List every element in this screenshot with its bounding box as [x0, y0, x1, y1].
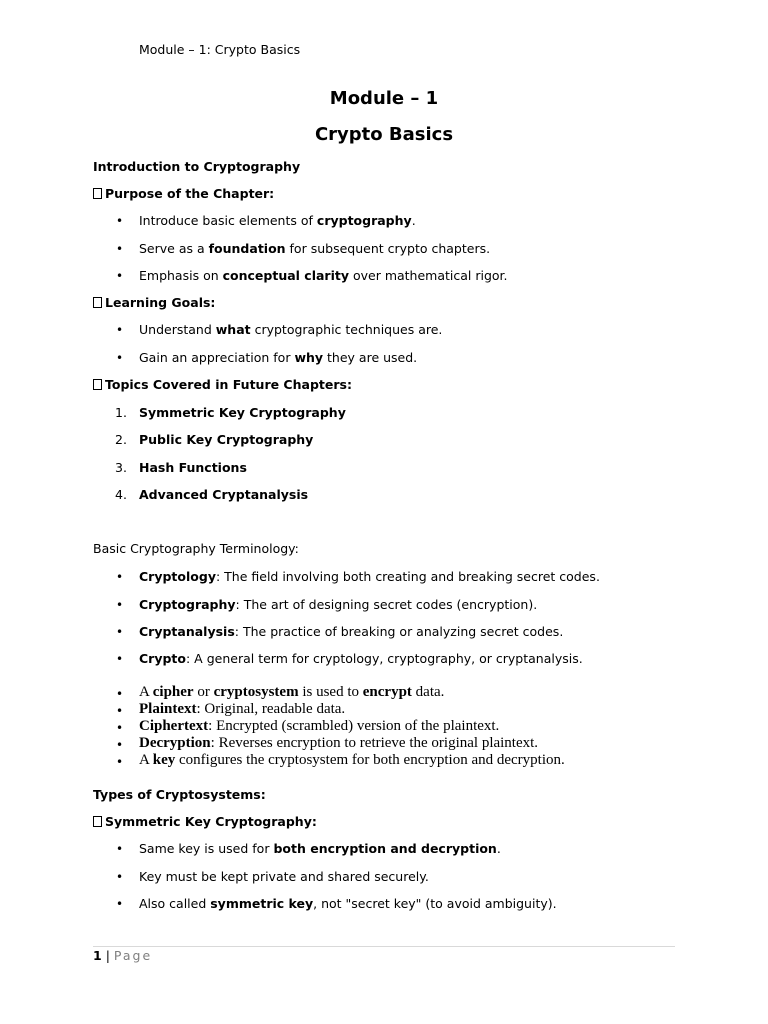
list-item: Also called symmetric key, not "secret key" (to avoid ambiguity).	[139, 896, 557, 911]
bullet-icon: •	[116, 721, 124, 735]
serif-list-item: A cipher or cryptosystem is used to encrypt data.	[139, 684, 445, 700]
term-item: Cryptography: The art of designing secret codes (encryption).	[139, 597, 538, 612]
goals-heading	[93, 295, 215, 310]
bullet-icon: •	[116, 687, 124, 701]
list-item: Serve as a foundation for subsequent crypto chapters.	[139, 241, 491, 256]
list-item: Same key is used for both encryption and decryption.	[139, 841, 501, 856]
list-item: Emphasis on conceptual clarity over mathematical rigor.	[139, 268, 508, 283]
bullet-icon: •	[116, 755, 124, 769]
page-label: Page	[113, 948, 153, 963]
bullet-icon: •	[116, 214, 124, 228]
purpose-heading-text: Purpose of the Chapter:	[105, 186, 275, 201]
bullet-icon: •	[116, 704, 124, 718]
bullet-icon: •	[116, 570, 124, 584]
symmetric-heading	[93, 814, 317, 829]
list-number: 2.	[115, 432, 127, 447]
topics-heading	[93, 377, 352, 392]
missing-glyph-icon	[93, 297, 102, 308]
serif-list-item: Ciphertext: Encrypted (scrambled) version of the plaintext.	[139, 718, 500, 734]
section-heading-intro: Introduction to Cryptography	[93, 159, 301, 174]
bullet-icon: •	[116, 870, 124, 884]
list-number: 4.	[115, 487, 127, 502]
list-item: Key must be kept private and shared securely.	[139, 869, 429, 884]
list-item: Understand what cryptographic techniques are.	[139, 322, 443, 337]
section-heading-terminology: Basic Cryptography Terminology:	[93, 541, 299, 556]
bullet-icon: •	[116, 897, 124, 911]
section-heading-types: Types of Cryptosystems:	[93, 787, 266, 802]
bullet-icon: •	[116, 269, 124, 283]
missing-glyph-icon	[93, 188, 102, 199]
bullet-icon: •	[116, 842, 124, 856]
page-footer	[93, 948, 152, 963]
numbered-item: Public Key Cryptography	[139, 432, 314, 447]
serif-list-item: Plaintext: Original, readable data.	[139, 701, 346, 717]
footer-divider	[93, 946, 675, 947]
running-header: Module – 1: Crypto Basics	[139, 42, 301, 57]
serif-list-item: A key configures the cryptosystem for both encryption and decryption.	[139, 752, 565, 768]
bullet-icon: •	[116, 242, 124, 256]
symmetric-heading-text: Symmetric Key Cryptography:	[105, 814, 317, 829]
list-number: 3.	[115, 460, 127, 475]
numbered-item: Symmetric Key Cryptography	[139, 405, 346, 420]
list-item: Gain an appreciation for why they are used.	[139, 350, 418, 365]
numbered-item: Advanced Cryptanalysis	[139, 487, 309, 502]
topics-heading-text: Topics Covered in Future Chapters:	[105, 377, 352, 392]
term-item: Cryptology: The field involving both creating and breaking secret codes.	[139, 569, 600, 584]
list-item: Introduce basic elements of cryptography.	[139, 213, 416, 228]
document-subtitle: Crypto Basics	[314, 124, 454, 145]
bullet-icon: •	[116, 598, 124, 612]
goals-heading-text: Learning Goals:	[105, 295, 216, 310]
footer-separator: |	[105, 948, 110, 963]
term-item: Cryptanalysis: The practice of breaking or analyzing secret codes.	[139, 624, 564, 639]
bullet-icon: •	[116, 351, 124, 365]
bullet-icon: •	[116, 625, 124, 639]
missing-glyph-icon	[93, 816, 102, 827]
bullet-icon: •	[116, 323, 124, 337]
page-number: 1	[93, 948, 102, 963]
serif-list-item: Decryption: Reverses encryption to retrieve the original plaintext.	[139, 735, 539, 751]
numbered-item: Hash Functions	[139, 460, 247, 475]
purpose-heading	[93, 186, 274, 201]
document-title: Module – 1	[329, 88, 439, 109]
missing-glyph-icon	[93, 379, 102, 390]
bullet-icon: •	[116, 738, 124, 752]
term-item: Crypto: A general term for cryptology, cryptography, or cryptanalysis.	[139, 651, 583, 666]
list-number: 1.	[115, 405, 127, 420]
bullet-icon: •	[116, 652, 124, 666]
